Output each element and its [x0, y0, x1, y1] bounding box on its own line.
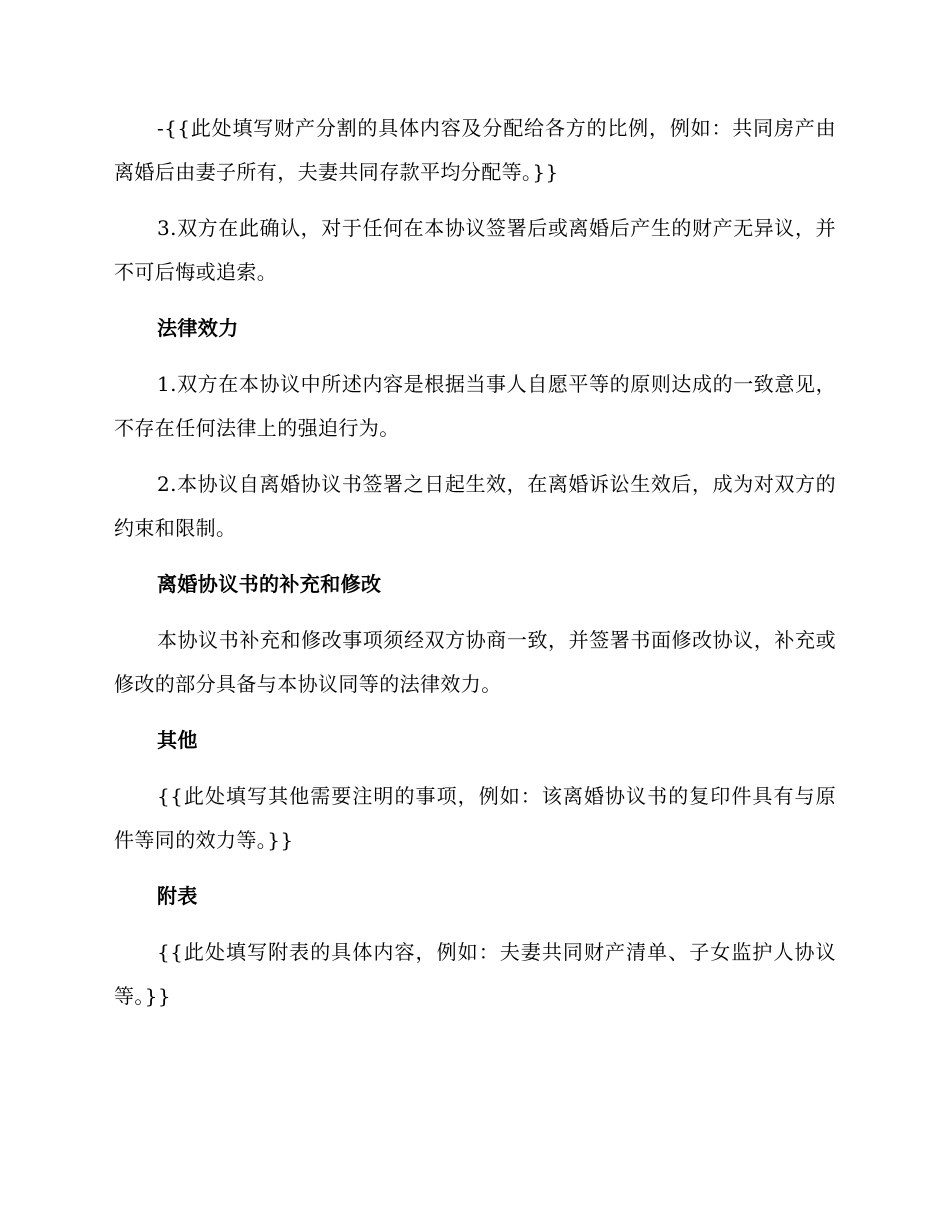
paragraph-appendix: {{此处填写附表的具体内容，例如：夫妻共同财产清单、子女监护人协议等。}} — [114, 940, 836, 1008]
paragraph-amendments: 本协议书补充和修改事项须经双方协商一致，并签署书面修改协议，补充或修改的部分具备与本协议同等的法律效力。 — [114, 628, 836, 696]
paragraph-effective-date: 2.本协议自离婚协议书签署之日起生效，在离婚诉讼生效后，成为对双方的约束和限制。 — [114, 472, 836, 540]
heading-appendix: 附表 — [157, 884, 198, 908]
heading-amendments: 离婚协议书的补充和修改 — [157, 572, 382, 596]
document-page — [114, 106, 836, 1030]
paragraph-voluntary-agreement: 1.双方在本协议中所述内容是根据当事人自愿平等的原则达成的一致意见，不存在任何法律上的强迫行为。 — [114, 372, 836, 440]
heading-other: 其他 — [157, 728, 198, 752]
heading-legal-effect: 法律效力 — [157, 316, 239, 340]
paragraph-property-confirmation: 3.双方在此确认，对于任何在本协议签署后或离婚后产生的财产无异议，并不可后悔或追索。 — [114, 216, 836, 284]
paragraph-property-division: -{{此处填写财产分割的具体内容及分配给各方的比例，例如：共同房产由离婚后由妻子所有，夫妻共同存款平均分配等。}} — [114, 116, 836, 184]
paragraph-other: {{此处填写其他需要注明的事项，例如：该离婚协议书的复印件具有与原件等同的效力等。}} — [114, 784, 836, 852]
